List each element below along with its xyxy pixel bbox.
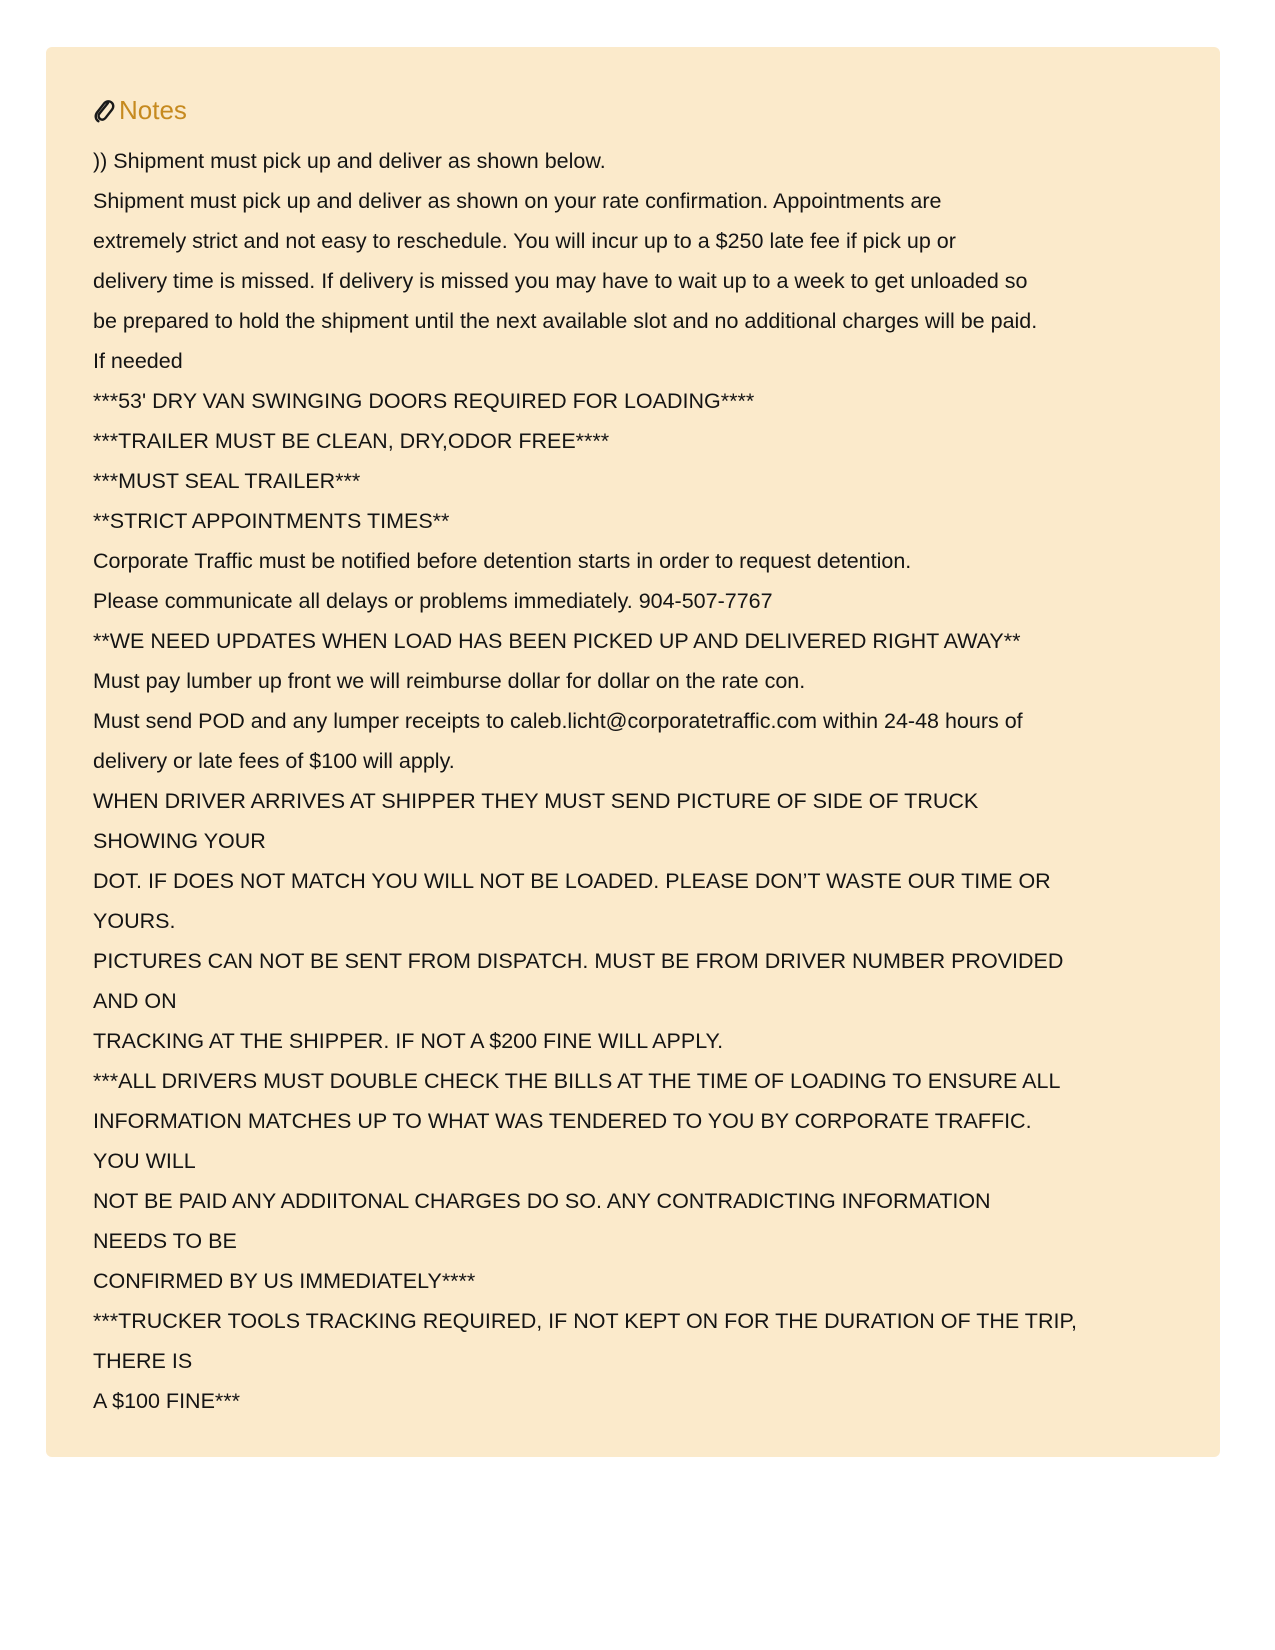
notes-header [93, 93, 1174, 127]
note-line: INFORMATION MATCHES UP TO WHAT WAS TENDERED TO YOU BY CORPORATE TRAFFIC. [93, 1109, 1032, 1133]
note-line: If needed [93, 349, 183, 373]
note-line: delivery or late fees of $100 will apply. [93, 749, 455, 773]
note-line: TRACKING AT THE SHIPPER. IF NOT A $200 FINE WILL APPLY. [93, 1029, 724, 1053]
note-line: Must send POD and any lumper receipts to caleb.licht@corporatetraffic.com within 24-48 hours of [93, 709, 1023, 733]
note-line: SHOWING YOUR [93, 829, 266, 853]
note-line: PICTURES CAN NOT BE SENT FROM DISPATCH. MUST BE FROM DRIVER NUMBER PROVIDED [93, 949, 1064, 973]
notes-title: Notes [119, 95, 187, 125]
note-line: delivery time is missed. If delivery is missed you may have to wait up to a week to get unloaded so [93, 269, 1028, 293]
note-line: WHEN DRIVER ARRIVES AT SHIPPER THEY MUST SEND PICTURE OF SIDE OF TRUCK [93, 789, 979, 813]
note-line: ***ALL DRIVERS MUST DOUBLE CHECK THE BILLS AT THE TIME OF LOADING TO ENSURE ALL [93, 1069, 1061, 1093]
note-line: YOURS. [93, 909, 176, 933]
note-line: ***TRAILER MUST BE CLEAN, DRY,ODOR FREE**** [93, 429, 610, 453]
paperclip-icon [93, 97, 115, 123]
note-line: A $100 FINE*** [93, 1389, 241, 1413]
note-line: Must pay lumber up front we will reimburse dollar for dollar on the rate con. [93, 669, 806, 693]
note-line: NEEDS TO BE [93, 1229, 237, 1253]
note-line: ***TRUCKER TOOLS TRACKING REQUIRED, IF NOT KEPT ON FOR THE DURATION OF THE TRIP, [93, 1309, 1077, 1333]
note-line: Shipment must pick up and deliver as shown on your rate confirmation. Appointments are [93, 189, 942, 213]
note-line: Please communicate all delays or problems immediately. 904-507-7767 [93, 589, 773, 613]
note-line: )) Shipment must pick up and deliver as shown below. [93, 149, 606, 173]
note-line: THERE IS [93, 1349, 193, 1373]
note-line: DOT. IF DOES NOT MATCH YOU WILL NOT BE LOADED. PLEASE DON’T WASTE OUR TIME OR [93, 869, 1051, 893]
note-line: **WE NEED UPDATES WHEN LOAD HAS BEEN PICKED UP AND DELIVERED RIGHT AWAY** [93, 629, 1021, 653]
note-line: extremely strict and not easy to reschedule. You will incur up to a $250 late fee if pick up or [93, 229, 956, 253]
notes-card [46, 47, 1220, 1457]
note-line: ***53' DRY VAN SWINGING DOORS REQUIRED FOR LOADING**** [93, 389, 755, 413]
note-line: **STRICT APPOINTMENTS TIMES** [93, 509, 450, 533]
note-line: AND ON [93, 989, 177, 1013]
note-line: CONFIRMED BY US IMMEDIATELY**** [93, 1269, 476, 1293]
note-line: YOU WILL [93, 1149, 196, 1173]
note-line: Corporate Traffic must be notified before detention starts in order to request detention. [93, 549, 912, 573]
note-line: be prepared to hold the shipment until the next available slot and no additional charges will be paid. [93, 309, 1038, 333]
notes-body [93, 141, 1174, 1421]
note-line: ***MUST SEAL TRAILER*** [93, 469, 361, 493]
note-line: NOT BE PAID ANY ADDIITONAL CHARGES DO SO. ANY CONTRADICTING INFORMATION [93, 1189, 991, 1213]
